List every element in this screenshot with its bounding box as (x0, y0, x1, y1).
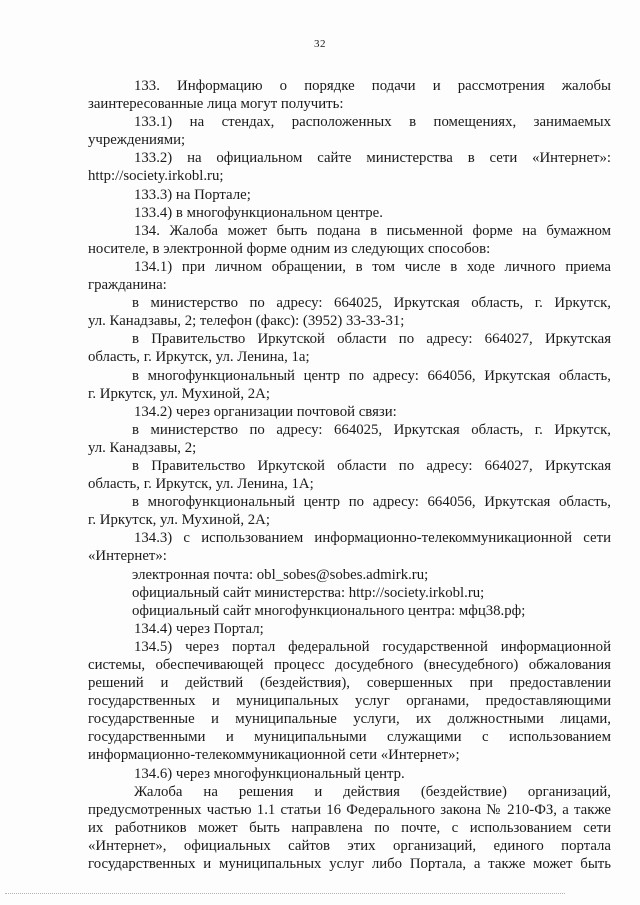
text-line: Жалоба на решения и действия (бездействие) организаций, (134, 783, 611, 800)
text-line: в министерство по адресу: 664025, Иркутская область, г. Иркутск, (132, 421, 611, 438)
scan-edge-line (5, 893, 565, 894)
text-line: «Интернет», официальных сайтов этих организаций, единого портала (88, 837, 611, 854)
text-line: в многофункциональный центр по адресу: 664056, Иркутская область, (132, 494, 611, 511)
text-line: учреждениями; (88, 132, 186, 149)
text-line: http://society.irkobl.ru; (88, 168, 224, 185)
text-line: 134. Жалоба может быть подана в письменной форме на бумажном (134, 222, 611, 239)
text-line: электронная почта: obl_sobes@sobes.admirk.ru; (132, 566, 429, 583)
text-line: 133.4) в многофункциональном центре. (134, 204, 383, 221)
text-line: 133.1) на стендах, расположенных в помещениях, занимаемых (134, 114, 611, 131)
text-line: гражданина: (88, 277, 167, 294)
text-line: 134.5) через портал федеральной государственной информационной (134, 638, 611, 655)
text-line: предусмотренных частью 1.1 статьи 16 Федерального закона № 210-ФЗ, а также (88, 801, 611, 818)
text-line: 134.4) через Портал; (134, 620, 264, 637)
text-line: «Интернет»: (88, 548, 167, 565)
text-line: в многофункциональный центр по адресу: 664056, Иркутская область, (132, 367, 611, 384)
text-line: решений и действий (бездействия), совершенных при предоставлении (88, 675, 611, 692)
text-line: г. Иркутск, ул. Мухиной, 2А; (88, 385, 270, 402)
text-line: государственных и муниципальных услуг органами, предоставляющими (88, 693, 611, 710)
text-line: их работников может быть направлена по почте, с использованием сети (88, 819, 611, 836)
text-line: в Правительство Иркутской области по адресу: 664027, Иркутская (132, 457, 611, 474)
text-line: ул. Канадзавы, 2; телефон (факс): (3952) 33-33-31; (88, 313, 405, 330)
text-line: г. Иркутск, ул. Мухиной, 2А; (88, 512, 270, 529)
text-line: официальный сайт министерства: http://society.irkobl.ru; (132, 584, 485, 601)
text-line: информационно-телекоммуникационной сети «Интернет»; (88, 747, 460, 764)
text-line: официальный сайт многофункционального центра: мфц38.рф; (132, 602, 526, 619)
text-line: в Правительство Иркутской области по адресу: 664027, Иркутская (132, 331, 611, 348)
text-line: государственными и муниципальными служащими с использованием (88, 729, 611, 746)
text-line: в министерство по адресу: 664025, Иркутская область, г. Иркутск, (132, 295, 611, 312)
text-line: область, г. Иркутск, ул. Ленина, 1а; (88, 349, 310, 366)
text-line: ул. Канадзавы, 2; (88, 439, 197, 456)
text-line: 134.3) с использованием информационно-телекоммуникационной сети (134, 530, 611, 547)
text-line: 134.2) через организации почтовой связи: (134, 403, 397, 420)
text-line: государственных и муниципальных услуг либо Портала, а также может быть (88, 856, 611, 873)
document-body (88, 77, 611, 873)
text-line: 134.6) через многофункциональный центр. (134, 765, 405, 782)
text-line: 133. Информацию о порядке подачи и рассмотрения жалобы (134, 78, 611, 94)
text-line: государственные и муниципальные услуги, их должностными лицами, (88, 711, 611, 728)
text-line: системы, обеспечивающей процесс досудебного (внесудебного) обжалования (88, 657, 611, 673)
page-number: 32 (314, 38, 326, 50)
text-line: область, г. Иркутск, ул. Ленина, 1А; (88, 476, 314, 493)
text-line: заинтересованные лица могут получить: (88, 96, 344, 113)
text-line: 133.3) на Портале; (134, 186, 251, 203)
text-line: 133.2) на официальном сайте министерства в сети «Интернет»: (134, 150, 611, 167)
text-line: носителе, в электронной форме одним из следующих способов: (88, 240, 491, 257)
text-line: 134.1) при личном обращении, в том числе в ходе личного приема (134, 258, 611, 275)
